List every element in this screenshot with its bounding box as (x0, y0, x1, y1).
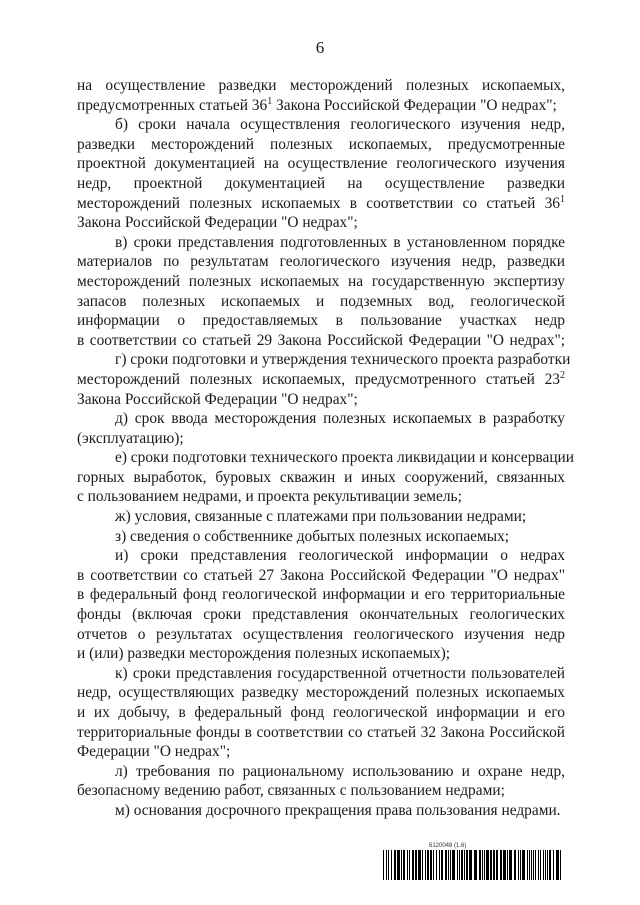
text-line (77, 135, 565, 155)
text-line-content: месторождений полезных ископаемых в соответствии со статьей 36 (77, 194, 560, 212)
text-line-content: е) сроки подготовки технического проекта ликвидации и консервации (115, 449, 575, 467)
text-line (77, 762, 565, 782)
barcode-bar (486, 850, 489, 880)
barcode-bar (430, 850, 432, 880)
barcode-bar (391, 850, 392, 880)
page-number: 6 (315, 38, 325, 57)
barcode-bar (448, 850, 449, 880)
barcode-bar (509, 850, 512, 880)
superscript: 2 (560, 369, 565, 381)
text-line (77, 213, 565, 233)
barcode-bar (436, 850, 437, 880)
barcode-bar (439, 850, 440, 880)
barcode-block (383, 842, 563, 880)
text-line-content: в федеральный фонд геологической информации и его территориальные (77, 586, 565, 604)
text-line-content: материалов по результатам геологического изучения недр, разведки (77, 253, 565, 271)
barcode-bar (441, 850, 443, 880)
text-line (77, 703, 565, 723)
text-line-content: отчетов о результатах осуществления геологического изучения недр (77, 625, 565, 643)
text-line-content: в соответствии со статьей 27 Закона Российской Федерации "О недрах" (77, 566, 565, 584)
text-line-content: Закона Российской Федерации "О недрах"; (77, 214, 358, 232)
superscript: 1 (560, 193, 565, 205)
text-line (77, 311, 565, 331)
text-line (77, 370, 565, 390)
barcode-bar (493, 850, 495, 880)
barcode-bar (409, 850, 410, 880)
text-line-content: в соответствии со статьей 29 Закона Российской Федерации "О недрах"; (77, 331, 565, 349)
text-line (77, 723, 565, 743)
text-line (77, 154, 565, 174)
barcode-bar (388, 850, 389, 880)
barcode-bar (514, 850, 516, 880)
text-line-content: месторождений полезных ископаемых, предусмотренного статьей 23 (77, 370, 560, 388)
text-line (77, 546, 565, 566)
barcode-bar (538, 850, 539, 880)
barcode-bar (529, 850, 530, 880)
barcode-bar (545, 850, 546, 880)
text-line-content: разведки месторождений полезных ископаемых, предусмотренные (77, 135, 565, 153)
text-line (77, 585, 565, 605)
text-line-content: л) требования по рациональному использованию и охране недр, (115, 762, 565, 780)
barcode-bar (503, 850, 506, 880)
barcode-bar (520, 850, 521, 880)
barcode-bar (527, 850, 528, 880)
document-body (77, 76, 575, 821)
text-line (77, 194, 565, 214)
barcode-bar (543, 850, 544, 880)
barcode-bar (507, 850, 508, 880)
text-line-content: (эксплуатацию); (77, 429, 184, 447)
barcode-bar (479, 850, 481, 880)
text-line (77, 566, 565, 586)
text-line-content: горных выработок, буровых скважин и иных сооружений, связанных (77, 468, 565, 486)
text-line-content: б) сроки начала осуществления геологического изучения недр, (115, 116, 565, 134)
text-line-content: к) сроки представления государственной отчетности пользователей (115, 664, 565, 682)
text-line (77, 625, 565, 645)
text-line-content: информации о предоставляемых в пользование участках недр (77, 312, 565, 330)
barcode-bar (553, 850, 554, 880)
text-line (77, 233, 565, 253)
text-line (77, 605, 565, 625)
text-line (77, 507, 565, 527)
text-line-content: фонды (включая сроки представления окончательных геологических (77, 606, 565, 624)
text-line (77, 331, 565, 351)
barcode-bar (535, 850, 536, 880)
barcode-code: 6120048 (1.6) (429, 843, 467, 849)
text-line (77, 801, 565, 821)
barcode-bar (560, 850, 561, 880)
barcode-image (383, 850, 563, 880)
text-line (77, 409, 565, 429)
text-line-content: Закона Российской Федерации "О недрах"; (272, 96, 557, 114)
barcode-bar (415, 850, 417, 880)
text-line-content: и) сроки представления геологической информации о недрах (115, 547, 565, 565)
text-line-content: недр, проектной документацией на осуществление разведки (77, 174, 565, 192)
barcode-bar (500, 850, 502, 880)
barcode-bar (547, 850, 548, 880)
text-line-content: в) сроки представления подготовленных в установленном порядке (115, 233, 565, 251)
text-line (77, 96, 565, 116)
text-line (77, 781, 565, 801)
text-line-content: предусмотренных статьей 36 (77, 96, 268, 114)
barcode-bar (412, 850, 414, 880)
text-line-content: безопасному ведению работ, связанных с пользованием недрами; (77, 782, 505, 800)
barcode-bar (531, 850, 532, 880)
text-line-content: на осуществление разведки месторождений полезных ископаемых, (77, 77, 565, 94)
barcode-bar (522, 850, 525, 880)
barcode-bar (452, 850, 455, 880)
barcode-bar (407, 850, 408, 880)
barcode-bar (403, 850, 405, 880)
barcode-bar (459, 850, 460, 880)
text-line-content: Закона Российской Федерации "О недрах"; (77, 390, 358, 408)
text-line (77, 390, 565, 410)
text-line (77, 429, 565, 449)
barcode-bar (518, 850, 519, 880)
text-line-content: с пользованием недрами, и проекта рекультивации земель; (77, 488, 462, 506)
barcode-bar (490, 850, 492, 880)
text-line-content: запасов полезных ископаемых и подземных вод, геологической (77, 292, 565, 310)
text-line-content: и их добычу, в федеральный фонд геологической информации и его (77, 704, 565, 721)
barcode-bar (474, 850, 477, 880)
text-line (77, 174, 565, 194)
barcode-bar (540, 850, 541, 880)
text-line-content: территориальные фонды в соответствии со статьей 32 Закона Российской (77, 723, 565, 741)
text-line (77, 664, 565, 684)
text-line-content: г) сроки подготовки и утверждения технического проекта разработки (115, 351, 571, 369)
barcode-bar (496, 850, 498, 880)
text-line (77, 683, 565, 703)
text-line (77, 448, 575, 468)
barcode-bar (394, 850, 396, 880)
barcode-bar (427, 850, 429, 880)
barcode-bar (533, 850, 534, 880)
text-line-content: з) сведения о собственнике добытых полезных ископаемых; (115, 527, 510, 545)
barcode-bar (418, 850, 421, 880)
barcode-bar (461, 850, 463, 880)
text-line-content: ж) условия, связанные с платежами при пользовании недрами; (115, 508, 527, 526)
text-line (77, 487, 565, 507)
barcode-bar (464, 850, 465, 880)
text-line-content: Федерации "О недрах"; (77, 743, 231, 761)
barcode-bar (433, 850, 434, 880)
text-line-content: м) основания досрочного прекращения права пользования недрами. (115, 801, 561, 819)
barcode-bar (484, 850, 485, 880)
barcode-bar (397, 850, 400, 880)
text-line (77, 272, 565, 292)
barcode-bar (422, 850, 423, 880)
text-line-content: недр, осуществляющих разведку месторождений полезных ископаемых (77, 684, 565, 702)
barcode-bar (425, 850, 426, 880)
text-line (77, 527, 565, 547)
text-line (77, 742, 565, 762)
barcode-bar (450, 850, 451, 880)
superscript: 1 (267, 95, 273, 107)
text-line (77, 350, 571, 370)
text-line (77, 644, 565, 664)
barcode-bar (556, 850, 559, 880)
barcode-bar (401, 850, 402, 880)
barcode-bar (466, 850, 468, 880)
text-line-content: проектной документацией на осуществление геологического изучения (77, 155, 565, 173)
barcode-bar (549, 850, 551, 880)
barcode-bar (445, 850, 447, 880)
barcode-bar (457, 850, 458, 880)
barcode-bar (386, 850, 387, 880)
text-line (77, 292, 565, 312)
text-line (77, 115, 565, 135)
text-line (77, 468, 565, 488)
text-line-content: и (или) разведки месторождения полезных ископаемых); (77, 645, 451, 663)
text-line (77, 76, 565, 96)
barcode-bar (469, 850, 472, 880)
text-line (77, 252, 565, 272)
barcode-bar (482, 850, 483, 880)
barcode-bar (383, 850, 384, 880)
text-line-content: месторождений полезных ископаемых на государственную экспертизу (77, 272, 565, 290)
text-line-content: д) срок ввода месторождения полезных ископаемых в разработку (115, 410, 565, 428)
